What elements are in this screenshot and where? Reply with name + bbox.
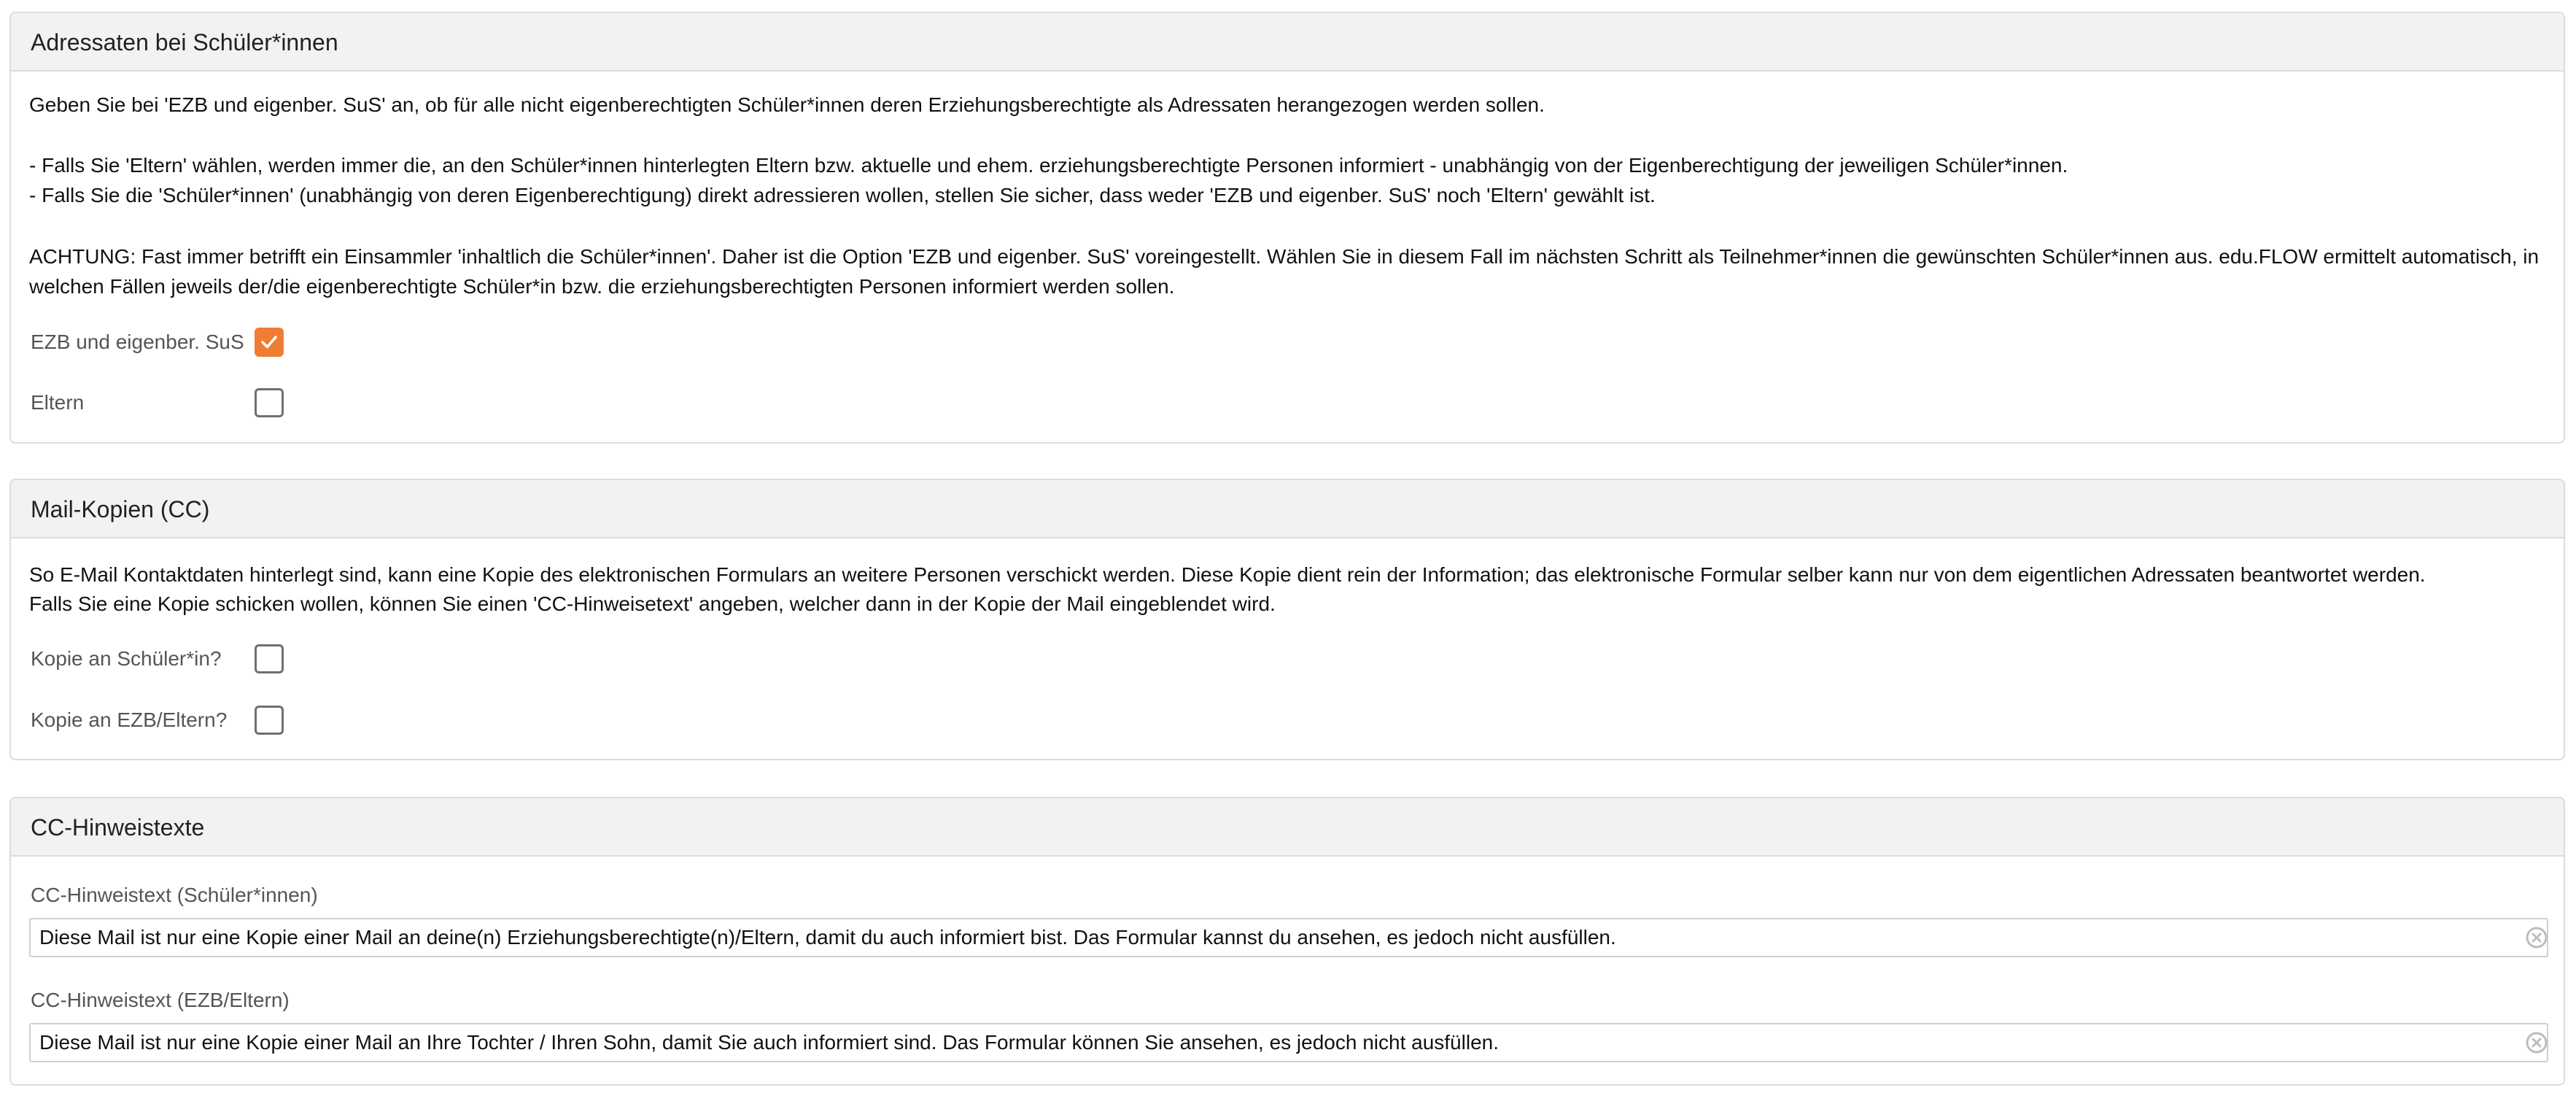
ezb-checkbox-label: EZB und eigenber. SuS — [31, 331, 244, 353]
clear-parents-text-icon[interactable] — [2524, 1030, 2549, 1055]
parents-checkbox-label: Eltern — [31, 391, 85, 414]
mail-copies-panel — [9, 479, 2565, 760]
copy-student-checkbox[interactable] — [255, 644, 284, 673]
addressees-warning-line-2: welchen Fällen jeweils der/die eigenberechtigte Schüler*in bzw. die erziehungsberechtigten Personen informiert werden sollen. — [29, 275, 1175, 298]
mail-copies-line-1: So E-Mail Kontaktdaten hinterlegt sind, kann eine Kopie des elektronischen Formulars an weitere Personen verschickt werden. Diese Kopie dient rein der Information; das elektronische Formular selber kann nur von dem eigentlichen Adressaten beantwortet werden. — [29, 563, 2426, 586]
cc-notes-panel-title: CC-Hinweistexte — [31, 814, 205, 841]
parents-checkbox[interactable] — [255, 388, 284, 417]
mail-copies-panel-title: Mail-Kopien (CC) — [31, 496, 210, 522]
mail-copies-line-2: Falls Sie eine Kopie schicken wollen, können Sie einen 'CC-Hinweisetext' angeben, welcher dann in der Kopie der Mail eingeblendet wird. — [29, 592, 1276, 615]
cc-notes-panel-header — [11, 798, 2564, 857]
addressees-intro: Geben Sie bei 'EZB und eigenber. SuS' an, ob für alle nicht eigenberechtigten Schüler*innen deren Erziehungsberechtigte als Adressaten herangezogen werden sollen. — [29, 93, 1545, 116]
cc-notes-panel — [9, 797, 2565, 1086]
copy-parents-checkbox[interactable] — [255, 706, 284, 735]
cc-parents-text-label: CC-Hinweistext (EZB/Eltern) — [31, 989, 290, 1011]
cc-student-text-input[interactable] — [29, 918, 2548, 957]
addressees-panel-header — [11, 13, 2564, 72]
mail-copies-panel-header — [11, 480, 2564, 538]
check-icon — [261, 335, 277, 349]
copy-parents-checkbox-label: Kopie an EZB/Eltern? — [31, 708, 228, 731]
cc-parents-text-input[interactable] — [29, 1023, 2548, 1062]
cc-student-text-label: CC-Hinweistext (Schüler*innen) — [31, 884, 318, 906]
addressees-warning-line-1: ACHTUNG: Fast immer betrifft ein Einsammler 'inhaltlich die Schüler*innen'. Daher ist die Option 'EZB und eigenber. SuS' voreingestellt. Wählen Sie in diesem Fall im nächsten Schritt als Teilnehmer*innen die gewünschten Schüler*innen aus. edu.FLOW ermittelt automatisch, in — [29, 245, 2540, 268]
ezb-checkbox[interactable] — [255, 328, 284, 357]
addressees-bullet-students: - Falls Sie die 'Schüler*innen' (unabhängig von deren Eigenberechtigung) direkt adressieren wollen, stellen Sie sicher, dass weder 'EZB und eigenber. SuS' noch 'Eltern' gewählt ist. — [29, 184, 1656, 206]
copy-student-checkbox-label: Kopie an Schüler*in? — [31, 647, 222, 670]
addressees-bullet-parents: - Falls Sie 'Eltern' wählen, werden immer die, an den Schüler*innen hinterlegten Eltern bzw. aktuelle und ehem. erziehungsberechtigte Personen informiert - unabhängig von der Eigenberechtigung der jeweiligen Schüler*innen. — [29, 154, 2068, 177]
addressees-panel-title: Adressaten bei Schüler*innen — [31, 29, 338, 55]
clear-student-text-icon[interactable] — [2524, 925, 2549, 950]
addressees-panel — [9, 12, 2565, 444]
